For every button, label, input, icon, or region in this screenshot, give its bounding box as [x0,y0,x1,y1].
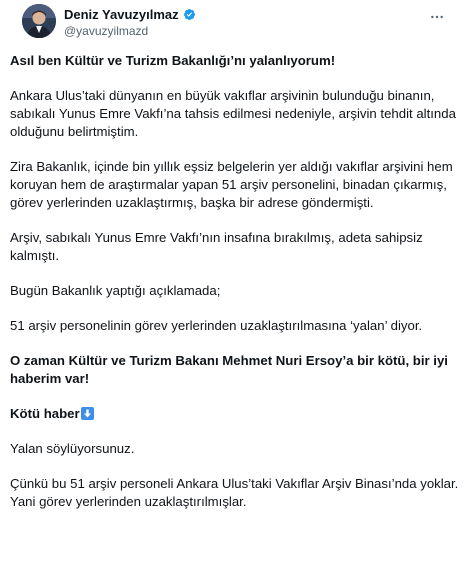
paragraph-8 [10,405,466,423]
paragraph-4: Arşiv, sabıkalı Yunus Emre Vakfı’nın insafına bırakılmış, adeta sahipsiz kalmıştı. [10,230,423,263]
paragraph-3: Zira Bakanlık, içinde bin yıllık eşsiz belgelerin yer aldığı vakıflar arşivini hem koruyan hem de araştırmalar yapan 51 arşiv personelini, binadan çıkarmış, görev yerlerinden uzaklaştırmış, başka bir adrese göndermişti. [10,159,453,210]
down-arrow-emoji-icon [81,407,94,420]
paragraph-2: Ankara Ulus’taki dünyanın en büyük vakıflar arşivinin bulunduğu binanın, sabıkalı Yunus Emre Vakfı’na tahsis edilmesi nedeniyle, arşivin tehdit altında olduğunu belirtmiştim. [10,88,456,139]
author-name[interactable]: Deniz Yavuzyılmaz [64,7,179,22]
more-horizontal-icon [429,9,445,25]
paragraph-7: O zaman Kültür ve Turizm Bakanı Mehmet Nuri Ersoy’a bir kötü, bir iyi haberim var! [10,353,448,386]
bad-news-label: Kötü haber [10,406,80,421]
paragraph-1: Asıl ben Kültür ve Turizm Bakanlığı’nı yalanlıyorum! [10,53,336,68]
paragraph-5: Bugün Bakanlık yaptığı açıklamada; [10,283,221,298]
paragraph-6: 51 arşiv personelinin görev yerlerinden uzaklaştırılmasına ‘yalan’ diyor. [10,318,423,333]
avatar[interactable] [22,4,56,38]
verified-badge-icon [183,8,196,21]
tweet-header [12,0,462,44]
more-options-button[interactable] [426,8,448,26]
author-handle[interactable]: @yavuzyilmazd [64,24,149,38]
paragraph-10: Çünkü bu 51 arşiv personeli Ankara Ulus’taki Vakıflar Arşiv Binası’nda yoklar. Yani görev yerlerinden uzaklaştırılmışlar. [10,476,459,509]
paragraph-9: Yalan söylüyorsunuz. [10,441,135,456]
author-name-row [64,7,196,22]
tweet-text [10,52,466,528]
